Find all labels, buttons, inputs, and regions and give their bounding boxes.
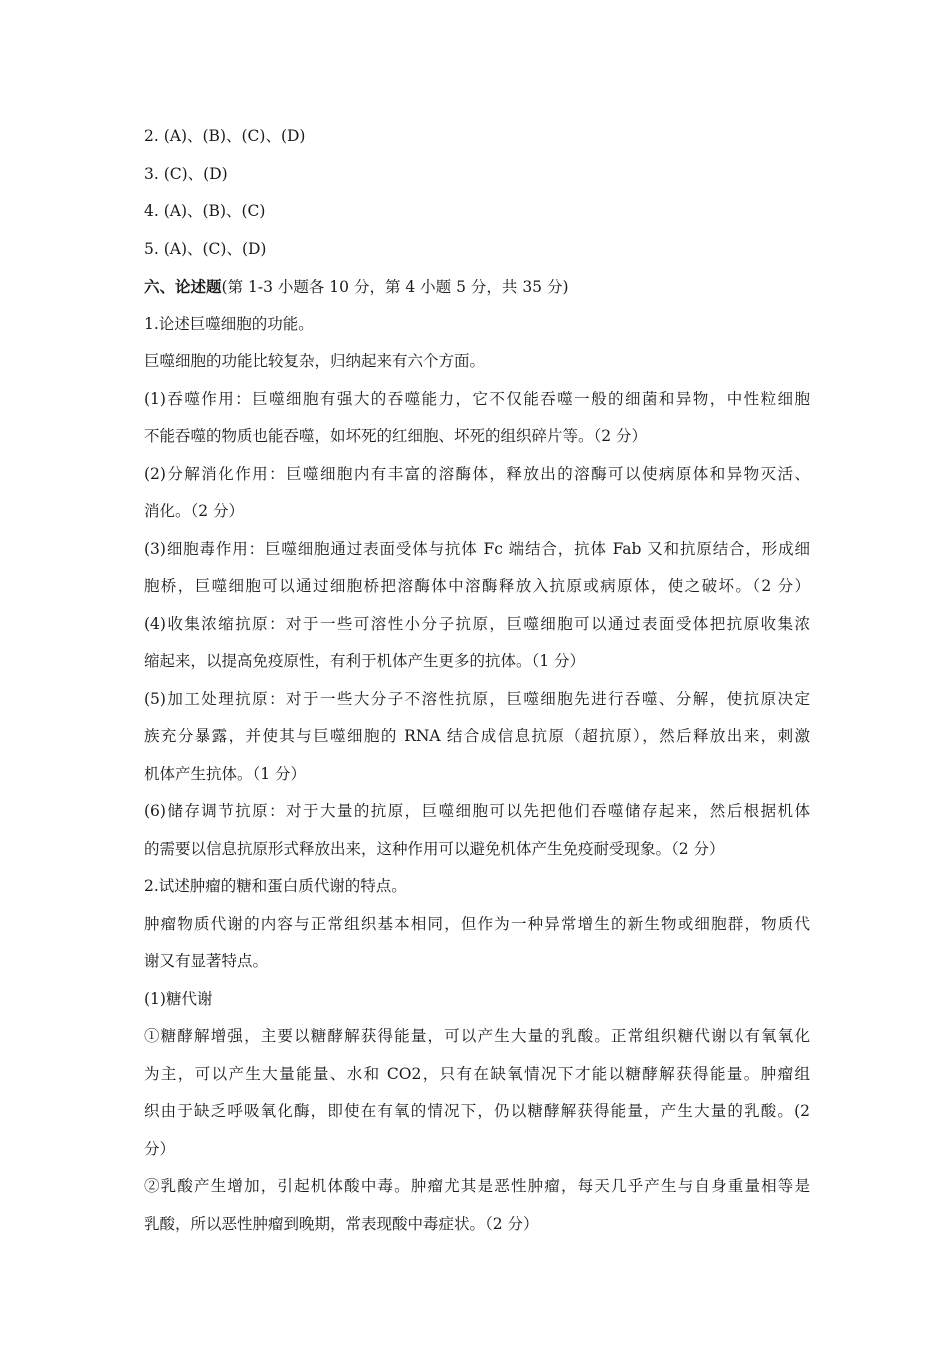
question-1-intro: 巨噬细胞的功能比较复杂，归纳起来有六个方面。: [144, 352, 486, 370]
paragraph-line: (2)分解消化作用：巨噬细胞内有丰富的溶酶体，释放出的溶酶可以使病原体和异物灭活、: [144, 464, 810, 483]
answer-line: 3. (C)、(D): [144, 164, 228, 183]
section-note: (第 1-3 小题各 10 分，第 4 小题 5 分，共 35 分): [221, 278, 569, 296]
paragraph-line: (4)收集浓缩抗原：对于一些可溶性小分子抗原，巨噬细胞可以通过表面受体把抗原收集浓: [144, 614, 810, 633]
paragraph-line: (1)吞噬作用：巨噬细胞有强大的吞噬能力，它不仅能吞噬一般的细菌和异物，中性粒细胞: [144, 389, 810, 408]
section-title: 六、论述题: [144, 277, 222, 296]
paragraph-line: 机体产生抗体。（1 分）: [144, 764, 307, 783]
paragraph-line: ①糖酵解增强，主要以糖酵解获得能量，可以产生大量的乳酸。正常组织糖代谢以有氧氧化: [144, 1027, 810, 1045]
paragraph-line: 族充分暴露，并使其与巨噬细胞的 RNA 结合成信息抗原（超抗原），然后释放出来，刺激: [144, 727, 810, 745]
paragraph-line: 的需要以信息抗原形式释放出来，这种作用可以避免机体产生免疫耐受现象。（2 分）: [144, 839, 725, 858]
paragraph-line: 不能吞噬的物质也能吞噬，如坏死的红细胞、坏死的组织碎片等。（2 分）: [144, 427, 648, 445]
paragraph-line: ②乳酸产生增加，引起机体酸中毒。肿瘤尤其是恶性肿瘤，每天几乎产生与自身重量相等是: [144, 1177, 810, 1195]
paragraph-line: 谢又有显著特点。: [144, 952, 269, 970]
paragraph-line: 为主，可以产生大量能量、水和 CO2，只有在缺氧情况下才能以糖酵解获得能量。肿瘤组: [144, 1064, 810, 1083]
question-1: 1.论述巨噬细胞的功能。: [144, 314, 314, 333]
paragraph-line: 胞桥，巨噬细胞可以通过细胞桥把溶酶体中溶酶释放入抗原或病原体，使之破坏。（2 分）: [144, 577, 810, 595]
answer-line: 2. (A)、(B)、(C)、(D): [144, 127, 306, 145]
section-heading: [144, 268, 810, 306]
paragraph-line: 乳酸，所以恶性肿瘤到晚期，常表现酸中毒症状。（2 分）: [144, 1214, 539, 1233]
answer-line: 4. (A)、(B)、(C): [144, 202, 266, 220]
question-2: 2.试述肿瘤的糖和蛋白质代谢的特点。: [144, 877, 407, 895]
paragraph-line: (6)储存调节抗原：对于大量的抗原，巨噬细胞可以先把他们吞噬储存起来，然后根据机体: [144, 802, 810, 820]
paragraph-line: 分）: [144, 1139, 176, 1158]
answer-content: [144, 118, 810, 1243]
paragraph-line: 消化。（2 分）: [144, 502, 245, 520]
paragraph-line: 肿瘤物质代谢的内容与正常组织基本相同，但作为一种异常增生的新生物或细胞群，物质代: [144, 914, 810, 933]
paragraph-line: (5)加工处理抗原：对于一些大分子不溶性抗原，巨噬细胞先进行吞噬、分解，使抗原决定: [144, 689, 810, 708]
paragraph-line: 缩起来，以提高免疫原性，有利于机体产生更多的抗体。（1 分）: [144, 652, 586, 670]
paragraph-line: (3)细胞毒作用：巨噬细胞通过表面受体与抗体 Fc 端结合，抗体 Fab 又和抗原结合，形成细: [144, 539, 810, 558]
paragraph-line: 织由于缺乏呼吸氧化酶，即使在有氧的情况下，仍以糖酵解获得能量，产生大量的乳酸。(2: [144, 1102, 810, 1120]
answer-line: 5. (A)、(C)、(D): [144, 239, 267, 258]
subheading-glycometabolism: (1)糖代谢: [144, 989, 213, 1008]
